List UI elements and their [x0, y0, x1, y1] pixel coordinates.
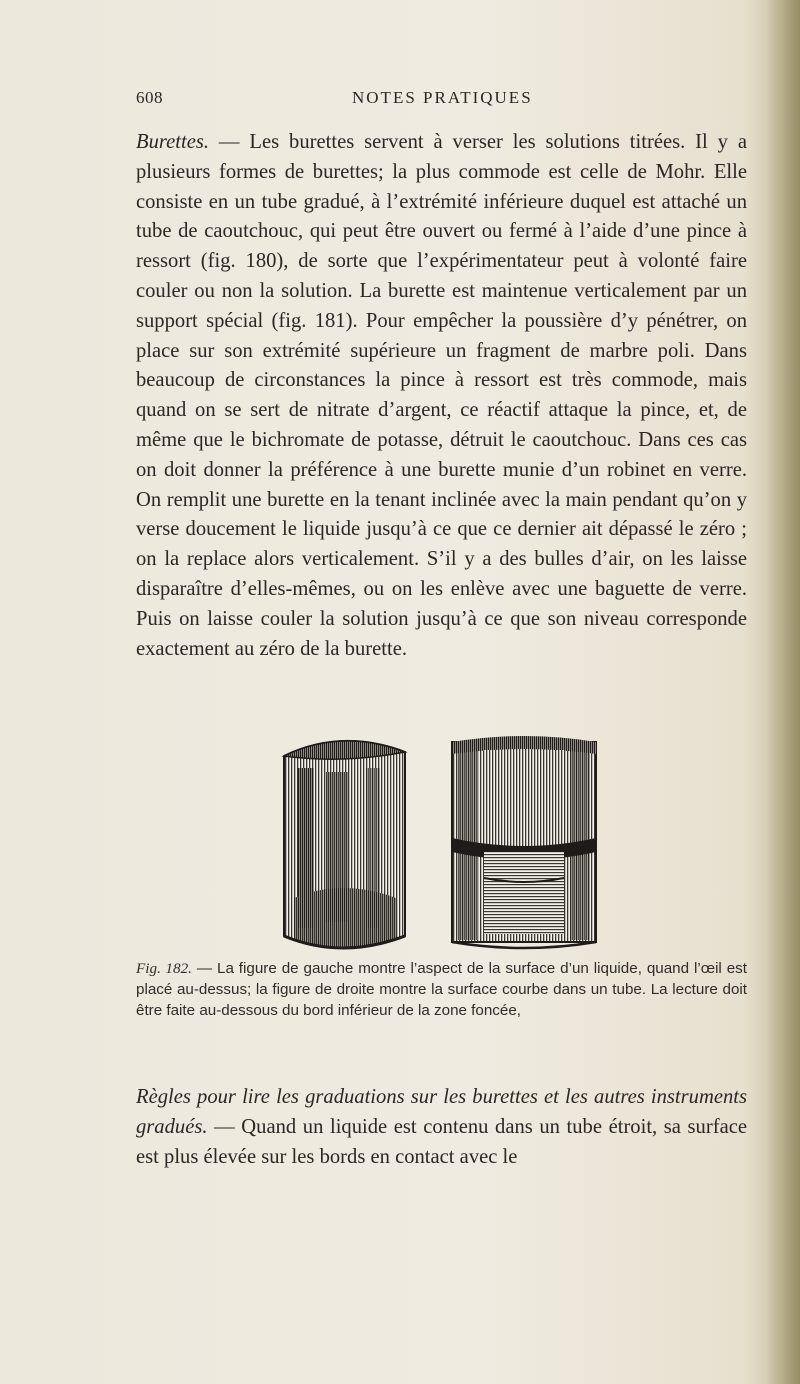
- paragraph-burettes: [136, 128, 747, 664]
- figure-caption: [136, 958, 747, 1021]
- paragraph-graduations: [136, 1083, 747, 1172]
- figure-illustration: [270, 728, 610, 960]
- figure-182: [270, 728, 610, 960]
- section-lead-in: Burettes.: [136, 131, 210, 153]
- running-head: [0, 88, 800, 112]
- burette-surface-top-view-icon: [284, 741, 405, 948]
- running-title: NOTES PRATIQUES: [352, 88, 533, 107]
- section-lead-in: Règles pour lire les graduations sur les burettes et les autres instruments gradués.: [136, 1086, 747, 1138]
- burette-meniscus-side-view-icon: [452, 736, 596, 948]
- paragraph-body: — Les burettes servent à verser les solutions titrées. Il y a plusieurs formes de burettes; la plus commode est celle de Mohr. Elle consiste en un tube gradué, à l’extrémité inférieure duquel est attaché un tube de caoutchouc, qui peut être ouvert ou fermé à l’aide d’une pince à ressort (fig. 180), de sorte que l’expérimentateur peut à volonté faire couler ou non la solution. La burette est maintenue verticalement par un support spécial (fig. 181). Pour empêcher la poussière d’y pénétrer, on place sur son extrémité supérieure un fragment de marbre poli. Dans beaucoup de circonstances la pince à ressort est très commode, mais quand on se sert de nitrate d’argent, ce réactif attaque la pince, et, de même que le bichromate de potasse, détruit le caoutchouc. Dans ces cas on doit donner la préférence à une burette munie d’un robinet en verre. On remplit une burette en la tenant inclinée avec la main pendant qu’on y verse doucement le liquide jusqu’à ce que ce dernier ait dépassé le zéro ; on la replace alors verticalement. S’il y a des bulles d’air, on les laisse disparaître d’elles-mêmes, ou on les enlève avec une baguette de verre. Puis on laisse couler la solution jusqu’à ce que son niveau corresponde exactement au zéro de la burette.: [136, 131, 747, 660]
- page-number: 608: [136, 88, 163, 107]
- page-edge-shadow: [766, 0, 800, 1384]
- caption-text: — La figure de gauche montre l’aspect de la surface d’un liquide, quand l’œil est placé au-dessus; la figure de droite montre la surface courbe dans un tube. La lecture doit être faite au-dessous du bord inférieur de la zone foncée,: [136, 960, 747, 1019]
- figure-label: Fig. 182.: [136, 960, 192, 977]
- paragraph-body: — Quand un liquide est contenu dans un tube étroit, sa surface est plus élevée sur les bords en contact avec le: [136, 1115, 747, 1168]
